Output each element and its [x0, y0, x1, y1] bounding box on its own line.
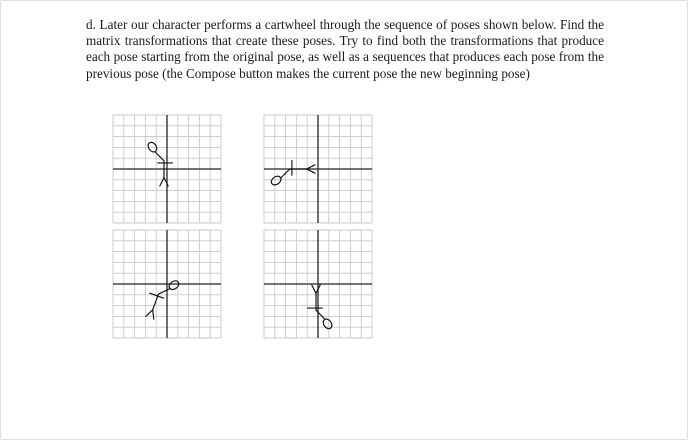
pose-figure-3 [113, 230, 221, 338]
pose-figure-4 [264, 230, 372, 338]
problem-body: Later our character performs a cartwheel through the sequence of poses shown below. Find the matrix transformations that create these poses. Try to find both the transformations that produce each pose starting from the original pose, as well as a sequences that produces each pose from the previous pose (the Compose button makes the current pose the new beginning pose) [86, 17, 604, 81]
pose-figure-1 [113, 115, 221, 223]
problem-label: d. [86, 17, 96, 32]
pose-figure-2 [264, 115, 372, 223]
